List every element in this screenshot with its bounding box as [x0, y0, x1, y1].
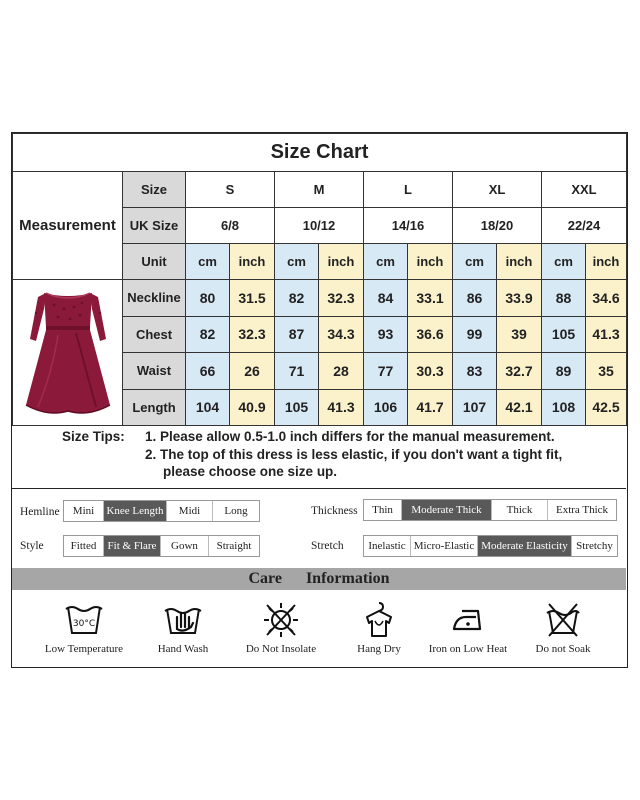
hang-dry-icon	[359, 601, 399, 639]
svg-text:30°C: 30°C	[72, 619, 96, 629]
style-option-fitted: Fitted	[64, 536, 104, 556]
row-label-length: Length	[123, 389, 186, 426]
value-cell: 42.5	[586, 389, 627, 426]
care-item-iron-low-heat	[418, 601, 518, 655]
thickness-option-extra-thick: Extra Thick	[555, 504, 609, 516]
uk-size-xl: 18/20	[453, 208, 542, 244]
size-tips-label: Size Tips:	[62, 429, 125, 444]
hemline-option-long: Long	[224, 505, 248, 517]
unit-inch: inch	[408, 244, 453, 280]
stretch-label: Stretch	[311, 540, 344, 552]
value-cell: 33.1	[408, 280, 453, 317]
value-cell: 89	[542, 353, 586, 390]
style-options	[63, 535, 260, 557]
size-tips	[12, 425, 626, 489]
unit-inch: inch	[586, 244, 627, 280]
hemline-option-mini: Mini	[64, 501, 104, 521]
care-title-b: Information	[305, 570, 390, 587]
value-cell: 36.6	[408, 316, 453, 353]
size-m: M	[275, 172, 364, 208]
hemline-option-midi: Midi	[167, 501, 213, 521]
value-cell: 83	[453, 353, 497, 390]
style-option-straight: Straight	[216, 540, 252, 552]
value-cell: 99	[453, 316, 497, 353]
stretch-options	[363, 535, 618, 557]
size-xl: XL	[453, 172, 542, 208]
care-item-hang-dry	[329, 601, 429, 655]
value-cell: 108	[542, 389, 586, 426]
unit-header-label: Unit	[123, 244, 186, 280]
uk-size-s: 6/8	[186, 208, 275, 244]
do-not-soak-icon	[543, 601, 583, 639]
value-cell: 106	[364, 389, 408, 426]
uk-size-header-label: UK Size	[123, 208, 186, 244]
size-chart-sheet	[11, 132, 628, 668]
thickness-option-thick: Thick	[492, 500, 548, 520]
row-label-waist: Waist	[123, 353, 186, 390]
value-cell: 30.3	[408, 353, 453, 390]
unit-cm: cm	[186, 244, 230, 280]
care-label: Low Temperature	[44, 643, 124, 655]
care-item-do-not-insolate	[231, 601, 331, 655]
stretch-option-moderate-elasticity: Moderate Elasticity	[478, 536, 572, 556]
value-cell: 32.3	[230, 316, 275, 353]
value-cell: 42.1	[497, 389, 542, 426]
value-cell: 87	[275, 316, 319, 353]
value-cell: 33.9	[497, 280, 542, 317]
care-label: Hand Wash	[157, 643, 209, 655]
value-cell: 80	[186, 280, 230, 317]
size-xxl: XXL	[542, 172, 627, 208]
size-tip-2-continued: please choose one size up.	[163, 464, 338, 479]
row-label-chest: Chest	[123, 316, 186, 353]
dress-illustration	[18, 283, 118, 423]
value-cell: 77	[364, 353, 408, 390]
style-label: Style	[20, 540, 44, 552]
value-cell: 26	[230, 353, 275, 390]
care-item-low-temperature	[34, 601, 134, 655]
size-table	[12, 133, 627, 426]
value-cell: 41.3	[586, 316, 627, 353]
care-title-a: Care	[248, 570, 282, 587]
unit-inch: inch	[319, 244, 364, 280]
do-not-insolate-icon	[261, 601, 301, 639]
value-cell: 41.3	[319, 389, 364, 426]
size-tip-1: 1. Please allow 0.5-1.0 inch differs for the manual measurement.	[145, 429, 555, 444]
value-cell: 32.7	[497, 353, 542, 390]
unit-inch: inch	[497, 244, 542, 280]
value-cell: 41.7	[408, 389, 453, 426]
value-cell: 28	[319, 353, 364, 390]
size-tip-2: 2. The top of this dress is less elastic, if you don't want a tight fit,	[145, 447, 563, 462]
wash-30-icon	[64, 601, 104, 639]
value-cell: 93	[364, 316, 408, 353]
value-cell: 71	[275, 353, 319, 390]
unit-cm: cm	[364, 244, 408, 280]
care-label: Do Not Insolate	[245, 643, 317, 655]
stretch-option-inelastic: Inelastic	[364, 536, 411, 556]
hemline-options	[63, 500, 260, 522]
value-cell: 66	[186, 353, 230, 390]
unit-inch: inch	[230, 244, 275, 280]
value-cell: 82	[186, 316, 230, 353]
unit-cm: cm	[542, 244, 586, 280]
thickness-label: Thickness	[311, 505, 358, 517]
value-cell: 31.5	[230, 280, 275, 317]
style-option-fit-flare: Fit & Flare	[104, 536, 161, 556]
measurement-label: Measurement	[13, 172, 123, 280]
page-title: Size Chart	[13, 134, 627, 172]
thickness-option-moderate-thick: Moderate Thick	[402, 500, 492, 520]
care-label: Hang Dry	[357, 643, 401, 655]
unit-cm: cm	[453, 244, 497, 280]
care-item-do-not-soak	[513, 601, 613, 655]
uk-size-m: 10/12	[275, 208, 364, 244]
thickness-options	[363, 499, 617, 521]
value-cell: 105	[542, 316, 586, 353]
thickness-option-thin: Thin	[364, 500, 402, 520]
value-cell: 32.3	[319, 280, 364, 317]
unit-cm: cm	[275, 244, 319, 280]
value-cell: 82	[275, 280, 319, 317]
size-l: L	[364, 172, 453, 208]
hemline-label: Hemline	[20, 506, 60, 518]
value-cell: 39	[497, 316, 542, 353]
value-cell: 34.3	[319, 316, 364, 353]
hand-wash-icon	[163, 601, 203, 639]
value-cell: 88	[542, 280, 586, 317]
care-label: Do not Soak	[535, 643, 591, 655]
dress-image	[13, 280, 123, 426]
size-header-label: Size	[123, 172, 186, 208]
care-label: Iron on Low Heat	[428, 643, 508, 655]
care-information-bar	[12, 568, 626, 590]
stretch-option-micro-elastic: Micro-Elastic	[411, 536, 478, 556]
value-cell: 86	[453, 280, 497, 317]
value-cell: 84	[364, 280, 408, 317]
value-cell: 34.6	[586, 280, 627, 317]
size-s: S	[186, 172, 275, 208]
row-label-neckline: Neckline	[123, 280, 186, 317]
value-cell: 105	[275, 389, 319, 426]
hemline-option-knee-length: Knee Length	[104, 501, 167, 521]
stretch-option-stretchy: Stretchy	[576, 540, 613, 552]
style-option-gown: Gown	[161, 536, 209, 556]
value-cell: 35	[586, 353, 627, 390]
iron-low-heat-icon	[448, 601, 488, 639]
uk-size-xxl: 22/24	[542, 208, 627, 244]
uk-size-l: 14/16	[364, 208, 453, 244]
value-cell: 104	[186, 389, 230, 426]
care-item-hand-wash	[133, 601, 233, 655]
value-cell: 40.9	[230, 389, 275, 426]
value-cell: 107	[453, 389, 497, 426]
